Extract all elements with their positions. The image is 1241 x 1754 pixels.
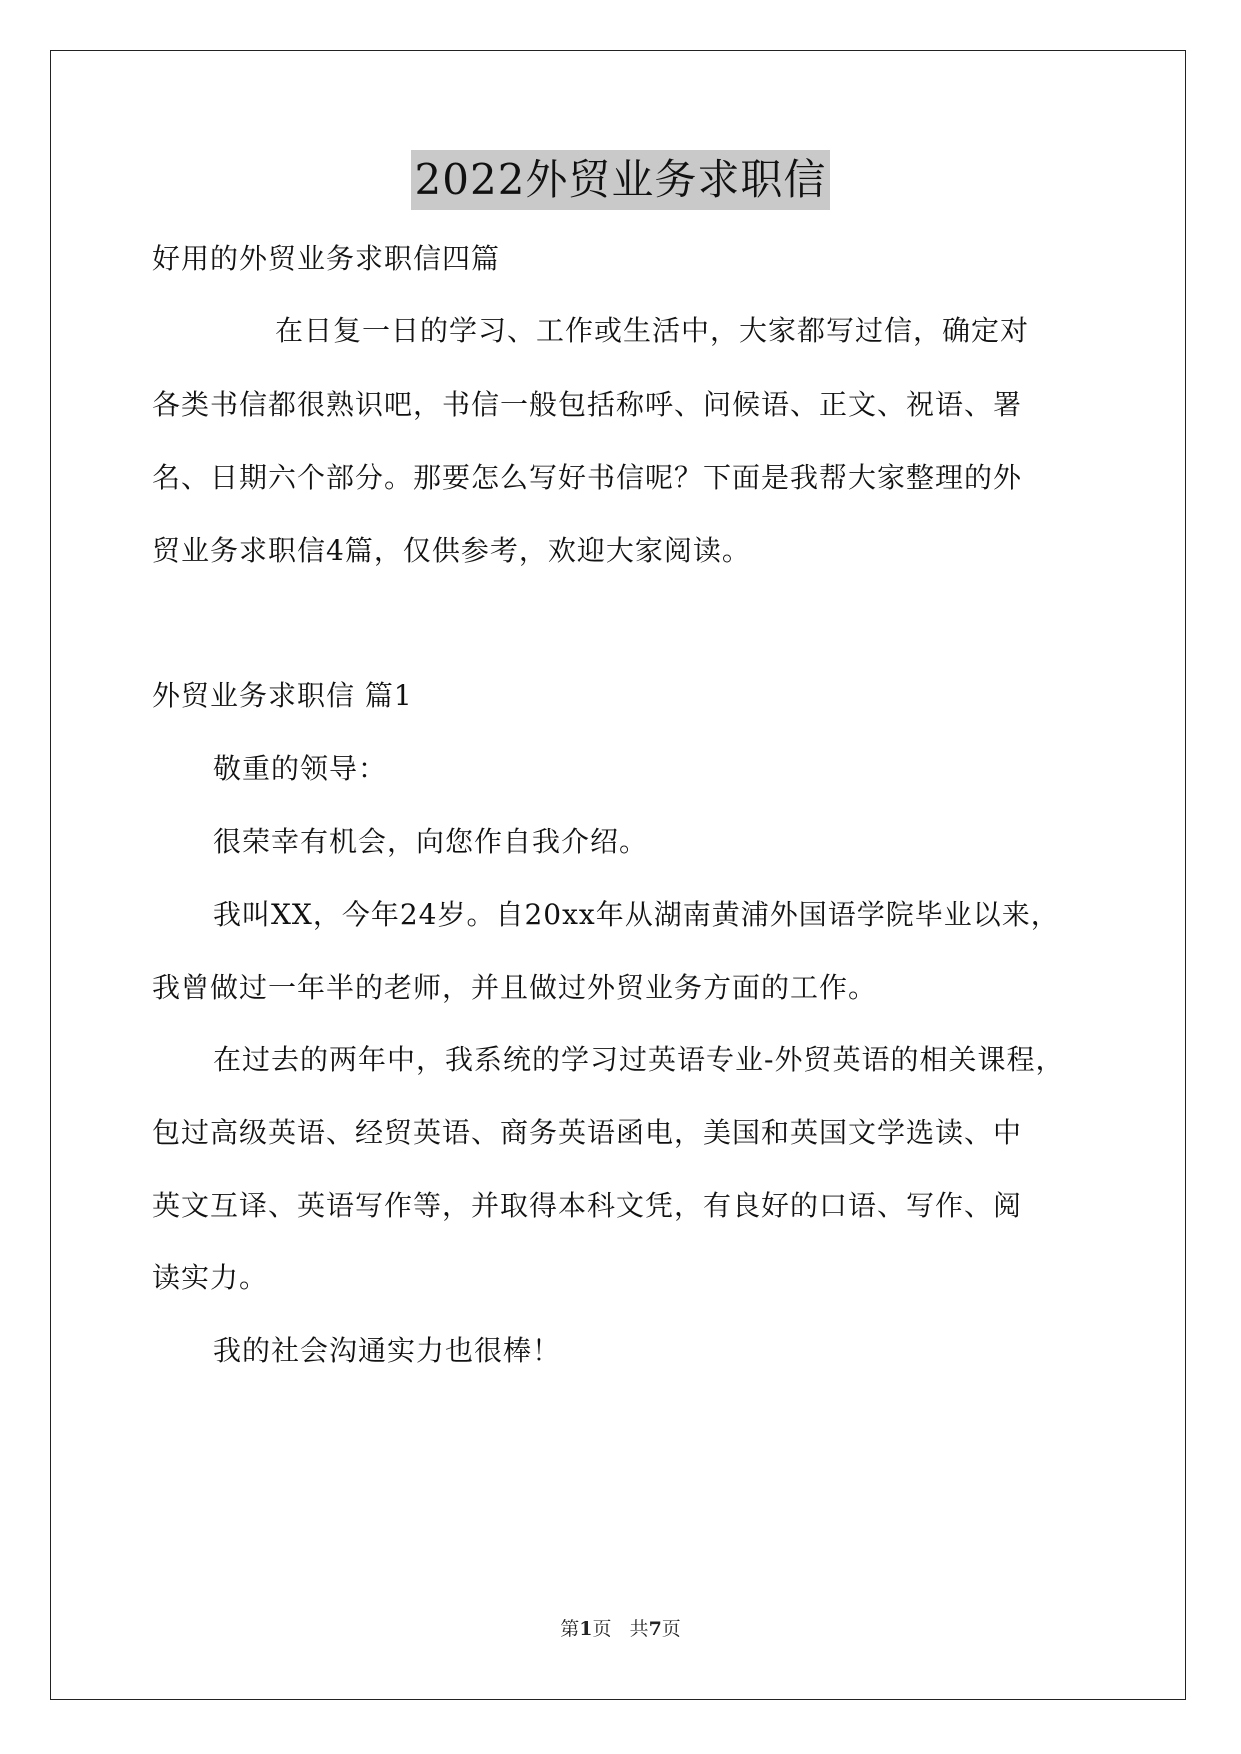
body-line: 在过去的两年中，我系统的学习过英语专业-外贸英语的相关课程，: [213, 1043, 1065, 1076]
section-heading: 外贸业务求职信 篇1: [152, 679, 413, 712]
body-line: 我的社会沟通实力也很棒！: [213, 1334, 562, 1367]
intro-line: 各类书信都很熟识吧，书信一般包括称呼、问候语、正文、祝语、署: [152, 388, 1023, 421]
intro-line: 在日复一日的学习、工作或生活中，大家都写过信，确定对: [275, 314, 1030, 347]
document-subtitle: 好用的外贸业务求职信四篇: [152, 242, 501, 275]
intro-line: 贸业务求职信4篇，仅供参考，欢迎大家阅读。: [152, 534, 751, 567]
document-title: 2022外贸业务求职信: [411, 150, 831, 210]
footer-middle: 页 共: [592, 1618, 649, 1640]
page-footer: [0, 1616, 1241, 1642]
body-line: 包过高级英语、经贸英语、商务英语函电，美国和英国文学选读、中: [152, 1116, 1023, 1149]
footer-suffix: 页: [661, 1618, 681, 1640]
page-border: [50, 50, 1186, 1700]
body-line: 很荣幸有机会，向您作自我介绍。: [213, 825, 649, 858]
current-page-number: 1: [579, 1618, 593, 1640]
title-container: [0, 150, 1241, 210]
intro-line: 名、日期六个部分。那要怎么写好书信呢？下面是我帮大家整理的外: [152, 461, 1023, 494]
salutation: 敬重的领导：: [213, 752, 388, 785]
total-pages-number: 7: [648, 1618, 662, 1640]
body-line: 我叫XX，今年24岁。自20xx年从湖南黄浦外国语学院毕业以来，: [213, 898, 1060, 931]
body-line: 英文互译、英语写作等，并取得本科文凭，有良好的口语、写作、阅: [152, 1189, 1023, 1222]
footer-prefix: 第: [560, 1618, 580, 1640]
body-line: 读实力。: [152, 1261, 269, 1294]
body-line: 我曾做过一年半的老师，并且做过外贸业务方面的工作。: [152, 971, 878, 1004]
